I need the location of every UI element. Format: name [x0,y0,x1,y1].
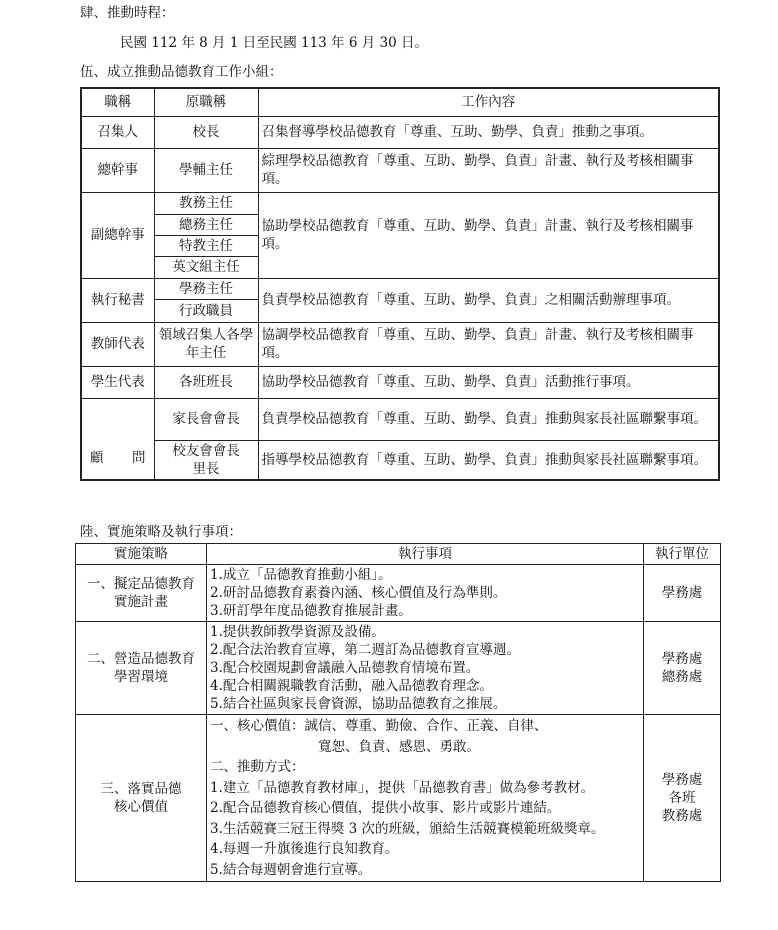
strategy-table [75,543,721,882]
strategy-cell: 三、落實品德核心價值 [76,715,207,882]
col-duties: 工作內容 [258,88,719,116]
unit-cell: 學務處 總務處 [644,622,721,715]
core-values-label: 一、核心價值：誠信、尊重、勤儉、合作、正義、自律、 [210,718,548,734]
unit-cell: 學務處 [644,565,721,622]
role-title: 召集人 [81,116,154,148]
table-row [81,278,719,299]
table-row [81,366,719,398]
role-title: 總幹事 [81,148,154,192]
table-row [76,565,721,622]
original-title: 學輔主任 [154,148,258,192]
list-item: 3.生活競賽三冠王得獎 3 次的班級，頒給生活競賽模範班級獎章。 [210,820,605,837]
duty-text: 綜理學校品德教育「尊重、互助、勤學、負責」計畫、執行及考核相關事項。 [258,148,719,192]
list-item: 3.研訂學年度品德教育推展計畫。 [210,603,412,619]
table-row [81,440,719,480]
role-title: 副總幹事 [81,192,154,278]
duty-text: 指導學校品德教育「尊重、互助、勤學、負責」推動與家長社區聯繫事項。 [258,440,719,480]
original-title: 教務主任 [154,192,258,214]
list-item: 2.配合法治教育宣導，第二週訂為品德教育宣導週。 [210,642,520,658]
duty-text: 協助學校品德教育「尊重、互助、勤學、負責」活動推行事項。 [258,366,719,398]
col-original-title: 原職稱 [154,88,258,116]
col-actions: 執行事項 [207,544,644,565]
original-title: 領域召集人各學年主任 [154,322,258,366]
original-title: 校長 [154,116,258,148]
list-item: 1.提供教師教學資源及設備。 [210,624,385,640]
duty-text: 召集督導學校品德教育「尊重、互助、勤學、負責」推動之事項。 [258,116,719,148]
heading-schedule: 肆、推動時程： [80,5,175,21]
list-item: 4.配合相關親職教育活動，融入品德教育理念。 [210,678,493,694]
list-item: 2.配合品德教育核心價值，提供小故事、影片或影片連結。 [210,800,561,816]
list-item: 5.結合社區與家長會資源，協助品德教育之推展。 [210,696,507,712]
col-unit: 執行單位 [644,544,721,565]
strategy-cell: 二、營造品德教育學習環境 [76,622,207,715]
schedule-text: 民國 112 年 8 月 1 日至民國 113 年 6 月 30 日。 [120,35,428,51]
duty-text: 負責學校品德教育「尊重、互助、勤學、負責」之相關活動辦理事項。 [258,278,719,322]
original-title: 學務主任 [154,278,258,299]
original-title: 總務主任 [154,214,258,235]
table-row [76,622,721,715]
duty-text: 協助學校品德教育「尊重、互助、勤學、負責」計畫、執行及考核相關事項。 [258,192,719,278]
original-title: 特教主任 [154,235,258,256]
table-header-row [81,88,719,116]
role-title: 執行秘書 [81,278,154,322]
original-title: 校友會會長 里長 [154,440,258,480]
table-row [76,715,721,882]
role-title: 教師代表 [81,322,154,366]
heading-strategy: 陸、實施策略及執行事項： [80,524,242,540]
duty-text: 協調學校品德教育「尊重、互助、勤學、負責」計畫、執行及考核相關事項。 [258,322,719,366]
col-title: 職稱 [81,88,154,116]
list-item: 5.結合每週朝會進行宣導。 [210,861,372,878]
actions-cell [207,622,644,715]
duty-text: 負責學校品德教育「尊重、互助、勤學、負責」推動與家長社區聯繫事項。 [258,398,719,440]
list-item: 4.每週一升旗後進行良知教育。 [210,841,399,857]
table-row [81,148,719,192]
unit-cell: 學務處 各班 教務處 [644,715,721,882]
original-title: 英文組主任 [154,256,258,278]
list-item: 1.成立「品德教育推動小組」。 [210,567,392,583]
heading-team: 伍、成立推動品德教育工作小組： [80,64,283,80]
actions-cell [207,565,644,622]
core-values-cont: 寬恕、負責、感恩、勇敢。 [318,738,480,755]
original-title: 各班班長 [154,366,258,398]
list-item: 3.配合校園規劃會議融入品德教育情境布置。 [210,660,480,676]
table-row [81,192,719,214]
table-row [81,322,719,366]
list-item: 1.建立「品德教育教材庫」，提供「品德教育書」做為參考教材。 [210,779,595,796]
table-row [81,116,719,148]
strategy-cell: 一、擬定品德教育實施計畫 [76,565,207,622]
table-row [81,398,719,440]
team-table [80,87,720,481]
original-title: 家長會會長 [154,398,258,440]
role-title: 學生代表 [81,366,154,398]
table-header-row [76,544,721,565]
original-title: 行政職員 [154,299,258,322]
methods-label: 二、推動方式： [210,759,305,775]
actions-cell [207,715,644,882]
col-strategy: 實施策略 [76,544,207,565]
role-title: 顧問 [81,398,154,480]
list-item: 2.研討品德教育素養內涵、核心價值及行為準則。 [210,585,507,601]
